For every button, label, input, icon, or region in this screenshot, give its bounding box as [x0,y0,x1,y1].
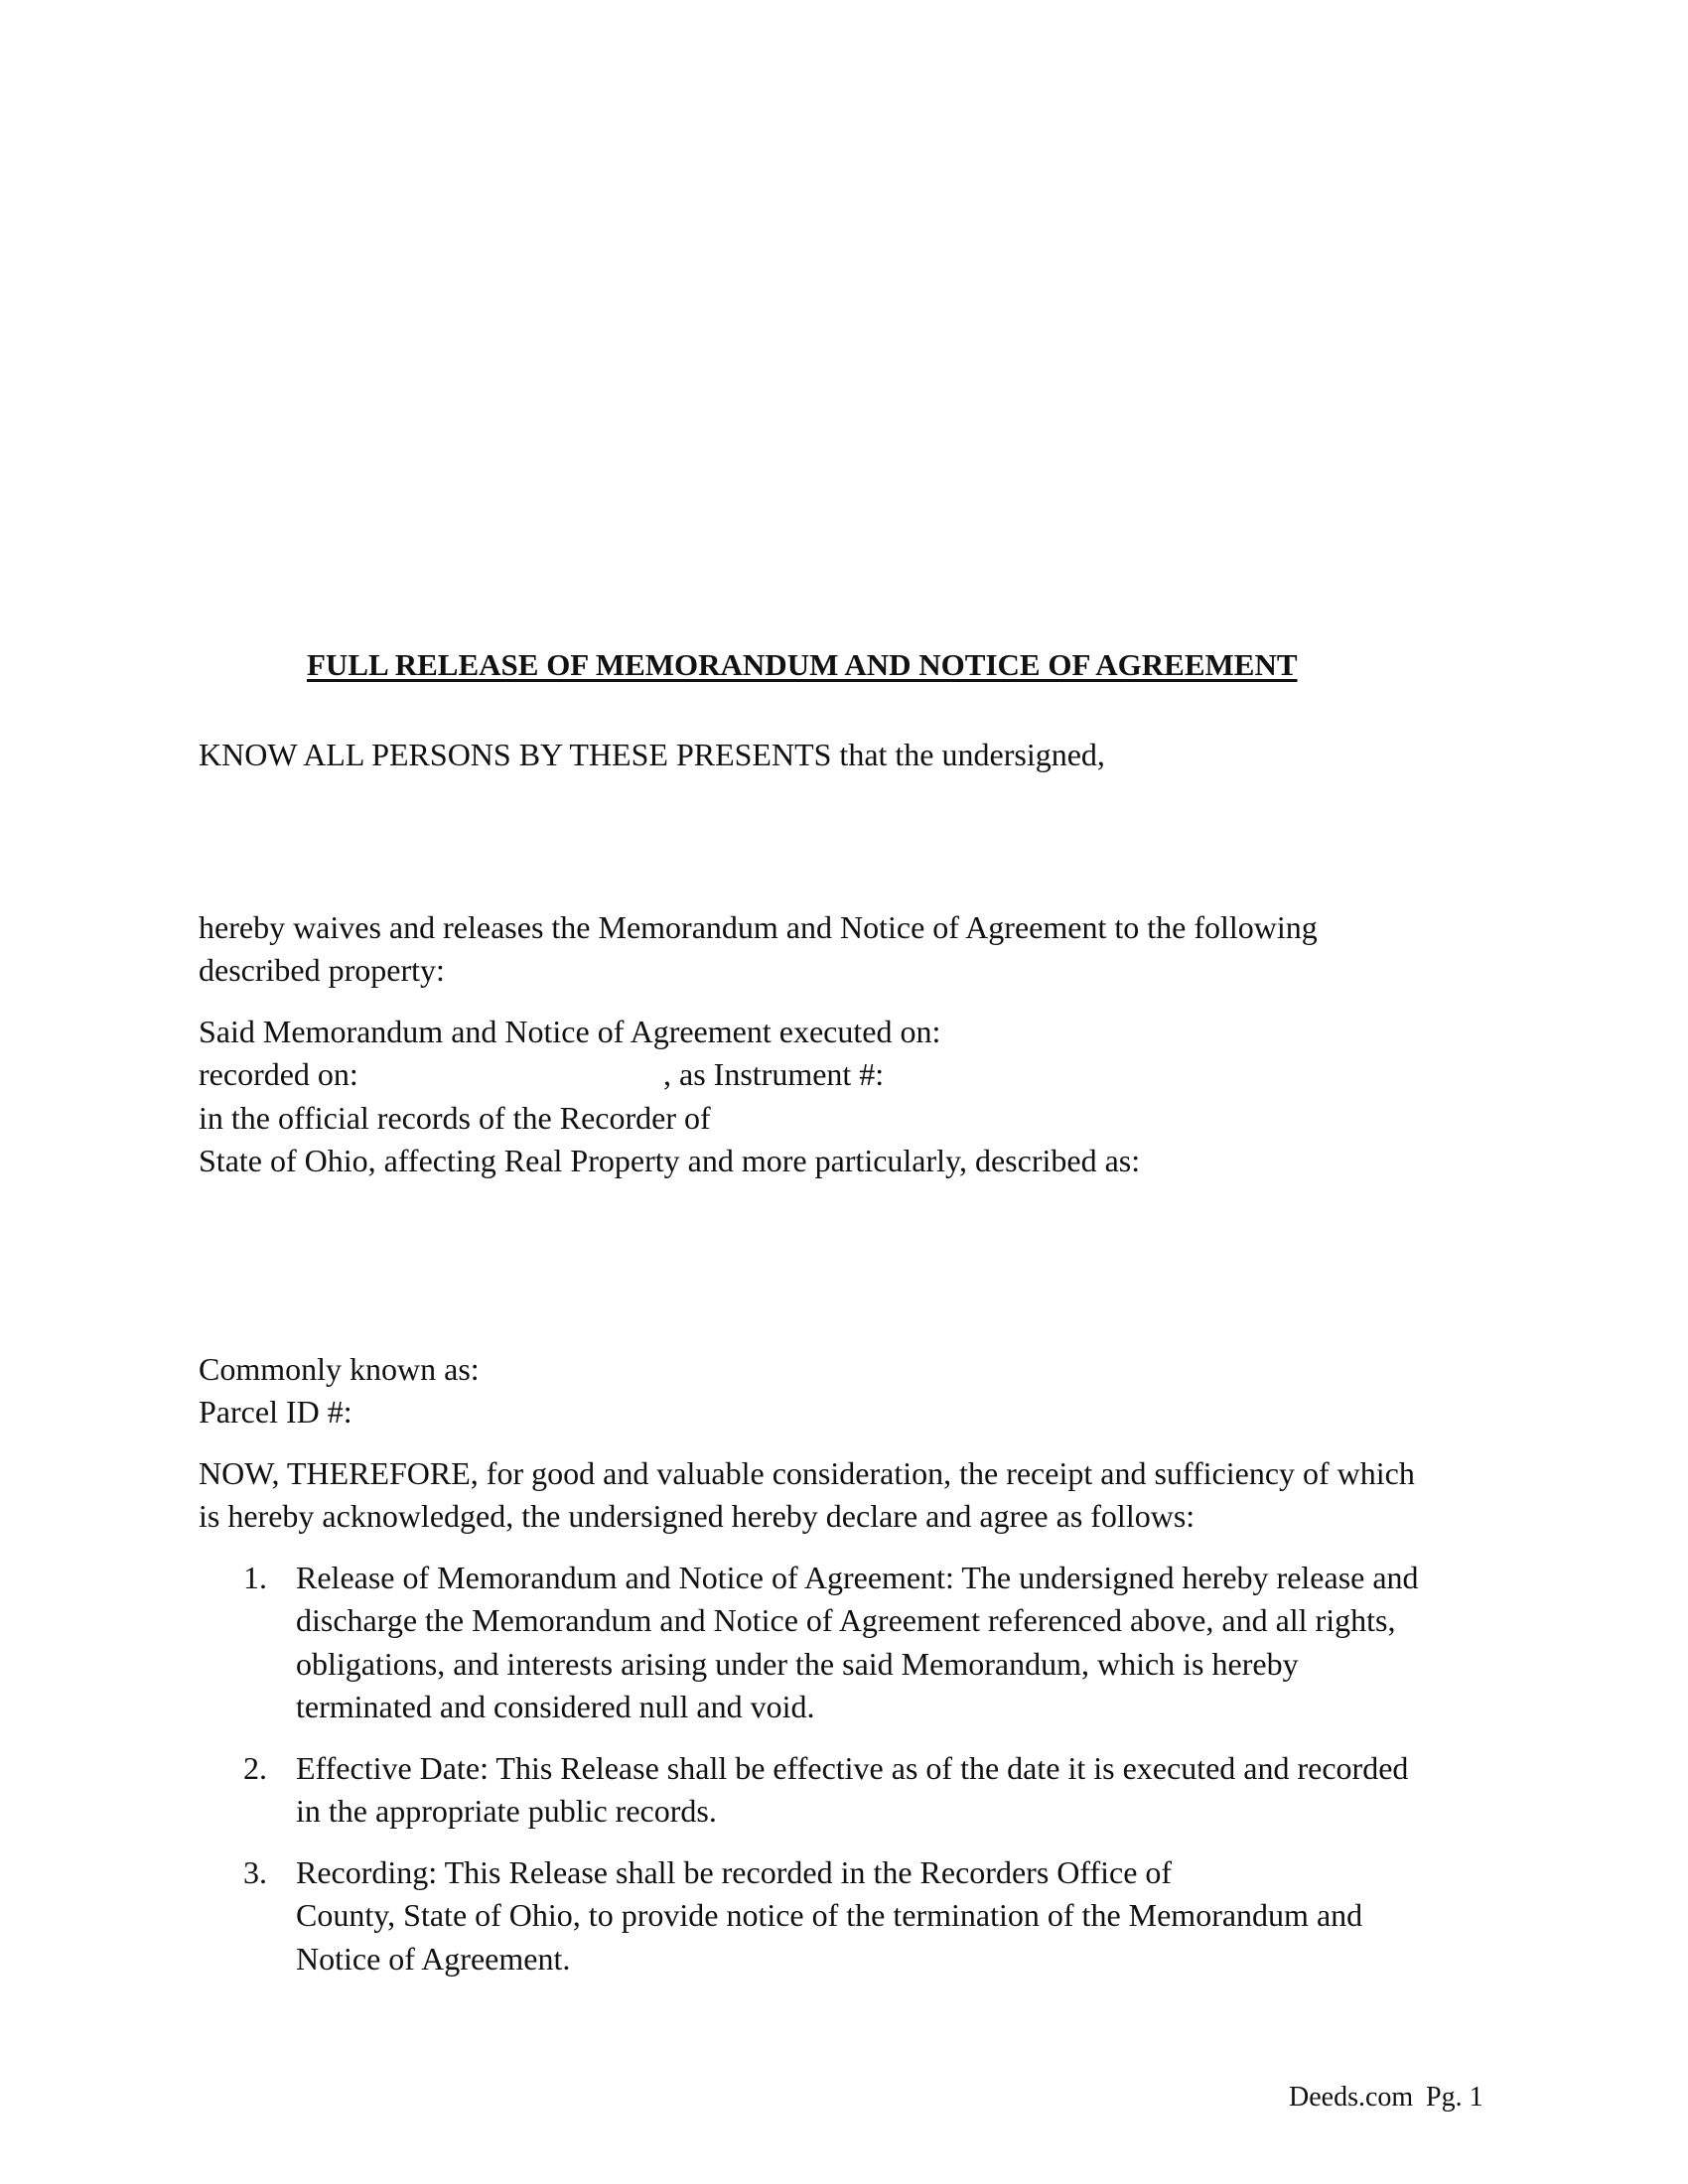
list-item-line: Notice of Agreement. [296,1941,571,1977]
list-item-line: discharge the Memorandum and Notice of Agreement referenced above, and all rights, [296,1602,1396,1638]
list-item-number: 2. [243,1750,267,1786]
waives-line-1: hereby waives and releases the Memorandum and Notice of Agreement to the following [199,909,1318,945]
list-item-line: Effective Date: This Release shall be effective as of the date it is executed and recorded [296,1750,1409,1786]
list-item-line: obligations, and interests arising under the said Memorandum, which is hereby [296,1646,1299,1682]
now-therefore-line-1: NOW, THEREFORE, for good and valuable consideration, the receipt and sufficiency of which [199,1455,1415,1491]
commonly-known-label: Commonly known as: [199,1351,480,1387]
executed-on-line: Said Memorandum and Notice of Agreement executed on: [199,1014,941,1049]
waives-line-2: described property: [199,952,445,988]
recorded-on-label: recorded on: [199,1056,358,1092]
list-item-line: in the appropriate public records. [296,1793,717,1829]
list-item-line: terminated and considered null and void. [296,1689,815,1724]
footer-site: Deeds.com [1289,2082,1414,2113]
parcel-id-label: Parcel ID #: [199,1394,352,1430]
list-item-line: Recording: This Release shall be recorded in the Recorders Office of [296,1854,1173,1890]
list-item-line: County, State of Ohio, to provide notice of the termination of the Memorandum and [296,1897,1363,1933]
list-item-number: 1. [243,1560,267,1595]
list-item-line: Release of Memorandum and Notice of Agreement: The undersigned hereby release and [296,1560,1419,1595]
state-line: State of Ohio, affecting Real Property and more particularly, described as: [199,1143,1141,1178]
official-records-line: in the official records of the Recorder of [199,1100,711,1136]
instrument-label: , as Instrument #: [663,1056,885,1092]
list-item-number: 3. [243,1854,267,1890]
footer-page-number: Pg. 1 [1426,2082,1483,2113]
intro-line: KNOW ALL PERSONS BY THESE PRESENTS that the undersigned, [199,737,1105,772]
now-therefore-line-2: is hereby acknowledged, the undersigned hereby declare and agree as follows: [199,1498,1196,1534]
document-title: FULL RELEASE OF MEMORANDUM AND NOTICE OF AGREEMENT [307,647,1298,682]
